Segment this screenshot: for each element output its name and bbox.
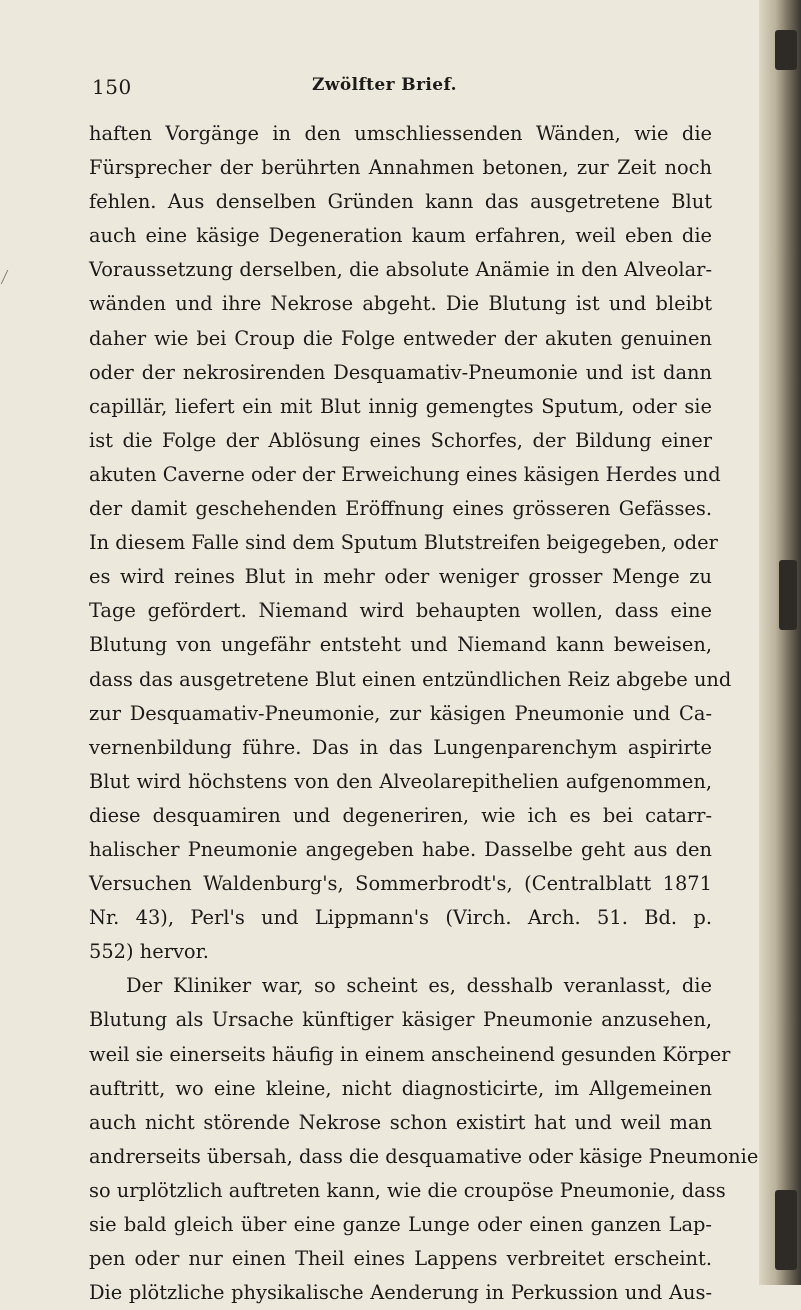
text-line: halischer Pneumonie angegeben habe. Dasselbe geht aus den [89, 837, 712, 861]
paragraph-start-line: Der Kliniker war, so scheint es, desshalb veranlasst, die [126, 974, 712, 998]
edge-mark [775, 30, 797, 70]
text-line: dass das ausgetretene Blut einen entzündlichen Reiz abgebe und [89, 667, 732, 691]
text-line: ist die Folge der Ablösung eines Schorfes, der Bildung einer [89, 428, 712, 452]
text-line: pen oder nur einen Theil eines Lappens verbreitet erscheint. [89, 1247, 712, 1271]
text-line: diese desquamiren und degeneriren, wie ich es bei catarr- [89, 803, 712, 827]
text-line: sie bald gleich über eine ganze Lunge oder einen ganzen Lap- [89, 1213, 712, 1236]
text-line: weil sie einerseits häufig in einem anscheinend gesunden Körper [89, 1042, 731, 1066]
text-line: oder der nekrosirenden Desquamativ-Pneumonie und ist dann [89, 360, 712, 384]
text-line: der damit geschehenden Eröffnung eines grösseren Gefässes. [89, 497, 712, 521]
text-line: Voraussetzung derselben, die absolute Anämie in den Alveolar- [89, 258, 712, 282]
page-edge-shadow [759, 0, 801, 1285]
text-line: Fürsprecher der berührten Annahmen betonen, zur Zeit noch [89, 156, 712, 180]
text-line: fehlen. Aus denselben Gründen kann das ausgetretene Blut [89, 190, 712, 214]
running-head [92, 75, 692, 101]
text-line: Nr. 43), Perl's und Lippmann's (Virch. Arch. 51. Bd. p. [89, 906, 712, 930]
text-line: zur Desquamativ-Pneumonie, zur käsigen Pneumonie und Ca- [89, 701, 712, 725]
text-line: In diesem Falle sind dem Sputum Blutstreifen beigegeben, oder [89, 531, 718, 555]
text-line: wänden und ihre Nekrose abgeht. Die Blutung ist und bleibt [89, 292, 712, 316]
text-line: haften Vorgänge in den umschliessenden Wänden, wie die [89, 122, 712, 145]
paragraph-end-line: 552) hervor. [89, 940, 209, 964]
margin-mark [1, 270, 19, 284]
text-line: Versuchen Waldenburg's, Sommerbrodt's, (Centralblatt 1871 [89, 872, 712, 896]
text-line: andrerseits übersah, dass die desquamative oder käsige Pneumonie [89, 1144, 759, 1168]
text-line: es wird reines Blut in mehr oder weniger grosser Menge zu [89, 565, 712, 589]
text-line: Blutung als Ursache künftiger käsiger Pneumonie anzusehen, [89, 1008, 712, 1032]
running-title: Zwölfter Brief. [312, 75, 457, 95]
text-line: auch nicht störende Nekrose schon existirt hat und weil man [89, 1110, 712, 1134]
text-line: akuten Caverne oder der Erweichung eines käsigen Herdes und [89, 462, 721, 486]
page-number: 150 [92, 75, 132, 99]
text-line: daher wie bei Croup die Folge entweder der akuten genuinen [89, 326, 712, 350]
text-line: so urplötzlich auftreten kann, wie die croupöse Pneumonie, dass [89, 1178, 726, 1202]
text-line: auftritt, wo eine kleine, nicht diagnosticirte, im Allgemeinen [89, 1076, 712, 1100]
edge-mark [775, 1190, 797, 1270]
text-line: Blut wird höchstens von den Alveolarepithelien aufgenommen, [89, 769, 712, 793]
text-line: Die plötzliche physikalische Aenderung in Perkussion und Aus- [89, 1281, 712, 1305]
text-line: capillär, liefert ein mit Blut innig gemengtes Sputum, oder sie [89, 394, 712, 418]
text-line: auch eine käsige Degeneration kaum erfahren, weil eben die [89, 224, 712, 248]
text-line: vernenbildung führe. Das in das Lungenparenchym aspirirte [89, 735, 712, 759]
text-line: Blutung von ungefähr entsteht und Niemand kann beweisen, [89, 633, 712, 657]
body-text [89, 117, 759, 1310]
edge-mark [779, 560, 797, 630]
text-line: Tage gefördert. Niemand wird behaupten wollen, dass eine [89, 599, 712, 623]
